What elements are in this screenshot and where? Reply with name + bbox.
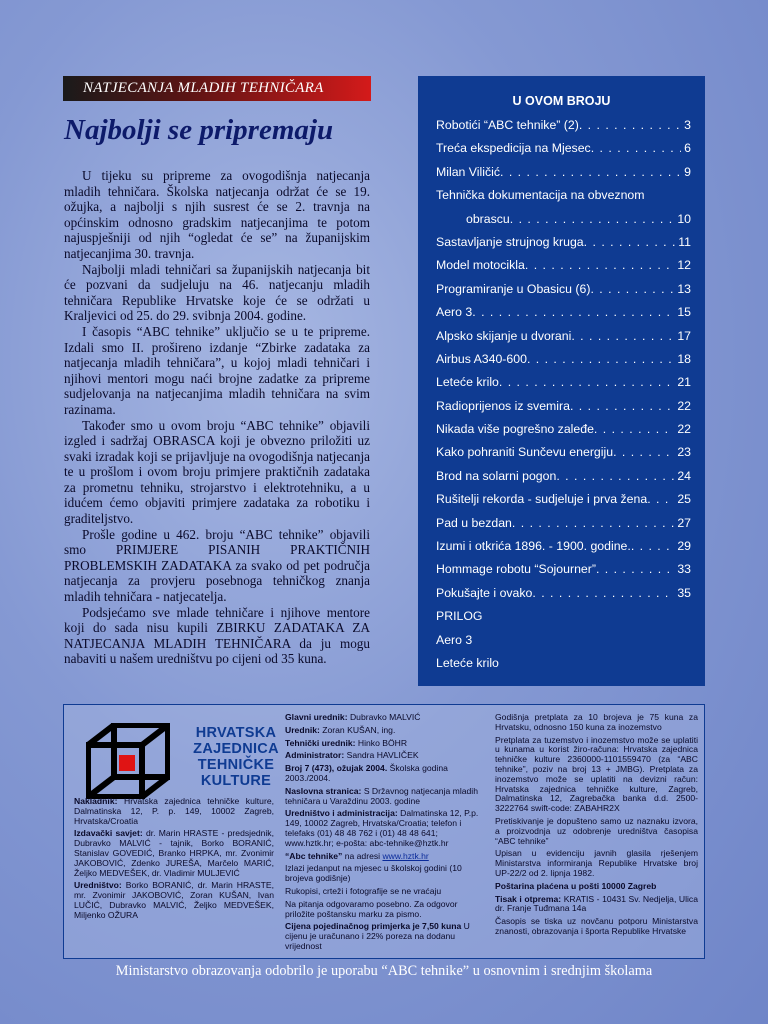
toc-item-page: 18	[677, 351, 691, 366]
imprint-entry	[285, 852, 481, 862]
imprint-entry	[285, 809, 481, 848]
toc-item	[436, 652, 691, 675]
toc-item	[436, 278, 691, 301]
toc-item	[436, 535, 691, 558]
toc-item	[436, 371, 691, 394]
toc-item-page: 35	[677, 585, 691, 600]
imprint-entry	[495, 736, 698, 814]
toc-item	[436, 605, 691, 628]
toc-item-label: Treća ekspedicija na Mjesec	[436, 141, 591, 156]
toc-item-label: Rušitelji rekorda - sudjeluje i prva žena	[436, 492, 648, 507]
toc-item-label: Brod na solarni pogon	[436, 468, 557, 483]
imprint-column-subscription	[495, 713, 698, 940]
imprint-key: Glavni urednik:	[285, 712, 348, 722]
imprint-value: Dubravko MALVIĆ	[349, 712, 421, 722]
imprint-value: Pretplata za tuzemstvo i inozemstvo može se uplatiti u kunama u korist žiro-računa: Hrvatska zajednica tehničke kulture 2360000-1101559470 (za “ABC tehnike”, poziv na broj 13 + JMBG). Pretplata za inozemstvo može se uplatiti na devizni račun: Hrvatska zajednica tehničke kulture, Zagreb, Dalmatinska 12, Zagrebačka banka d.d. 2500-3222764 swift-code: ZABAHR2X	[495, 734, 698, 814]
logo-line: KULTURE	[200, 773, 272, 789]
toc-item-page: 13	[677, 281, 691, 296]
imprint-key: Izdavački savjet:	[74, 828, 143, 839]
imprint-value: dr. Marin HRASTE - predsjednik, Dubravko MALVIĆ - tajnik, Borko BORANIĆ, Stanislav GOVEDIĆ, Branko HRPKA, mr. Zvonimir JAKOBOVIĆ, Zdenko JUREŠA, Marčelo MARIĆ, Željko MEDVEŠEK, dr. Vladimir MULJEVIĆ	[74, 828, 274, 878]
toc-item	[436, 512, 691, 535]
toc-item	[436, 231, 691, 254]
toc-item-label: Programiranje u Obasicu (6)	[436, 281, 591, 296]
toc-title: U OVOM BROJU	[512, 94, 611, 108]
toc-item	[436, 208, 691, 231]
toc-item-page: 33	[677, 562, 691, 577]
toc-item-page: 6	[684, 141, 691, 156]
imprint-value: na adresi	[344, 850, 381, 861]
imprint-value: Borko BORANIĆ, dr. Marin HRASTE, mr. Zvonimir JAKOBOVIĆ, Zoran KUŠAN, Ivan LUČIĆ, Dubravko MALVIĆ, Željko MEDVEŠEK, Miljenko OŽURA	[74, 880, 274, 920]
toc-leader-dots	[570, 395, 674, 418]
toc-item	[436, 629, 691, 652]
imprint-entry	[285, 864, 481, 884]
imprint-key: Uredništvo i administracija:	[285, 808, 398, 819]
toc-leader-dots	[584, 231, 676, 254]
imprint-entry	[495, 895, 698, 915]
toc-item-page: 21	[677, 375, 691, 390]
toc-item-page: 15	[677, 305, 691, 320]
toc-item-label: obrascu	[466, 211, 510, 226]
imprint-entry	[495, 917, 698, 937]
toc-item	[436, 184, 691, 207]
toc-leader-dots	[594, 418, 674, 441]
imprint-entry	[285, 764, 481, 784]
toc-leader-dots	[631, 535, 675, 558]
article-paragraph: Podsjećamo sve mlade tehničare i njihove mentore koji do sada nisu kupili ZBIRKU ZADATAKA ZA NATJECANJA MLADIH TEHNIČARA da ju mogu nabaviti u našem uredništvu po cijeni od 35 kuna.	[64, 604, 370, 667]
website-link[interactable]: www.hztk.hr	[382, 850, 429, 861]
toc-item-page: 22	[677, 422, 691, 437]
toc-leader-dots	[591, 137, 681, 160]
toc-item	[436, 301, 691, 324]
imprint-entry	[495, 882, 698, 892]
toc-leader-dots	[525, 254, 674, 277]
imprint-value: Na pitanja odgovaramo posebno. Za odgovor priložite poštansku marku za pismo.	[285, 898, 458, 919]
imprint-value: Hinko BÖHR	[357, 737, 408, 748]
article-paragraph: Prošle godine u 462. broju “ABC tehnike” objavili smo PRIMJERE PISANIH PRAKTIČNIH PROBLEMSKIH ZADATAKA za svako od pet područja natjecanja za provjeru posebnoga tehničkog znanja mladih tehničara - natjecatelja.	[64, 526, 370, 605]
imprint-key: Uredništvo:	[74, 880, 122, 891]
toc-leader-dots	[527, 348, 674, 371]
toc-leader-dots	[596, 558, 674, 581]
footer-note: Ministarstvo obrazovanja odobrilo je uporabu “ABC tehnike” u osnovnim i srednjim školama	[115, 963, 653, 979]
logo-line: ZAJEDNICA	[193, 741, 279, 757]
imprint-value: Dalmatinska 12, P.p. 149, 10002 Zagreb, Hrvatska/Croatia; telefon i telefaks (01) 48 48 762 i (01) 48 48 641; www.hztk.hr; e-pošta: abc-tehnike@hztk.hr	[285, 808, 479, 848]
toc-item-page: 27	[677, 515, 691, 530]
toc-item	[436, 465, 691, 488]
imprint-entry	[285, 900, 481, 920]
imprint-entry	[285, 922, 481, 951]
imprint-entry	[285, 887, 481, 897]
toc-item-label: Robotići “ABC tehnike” (2)	[436, 118, 579, 132]
imprint-key: Urednik:	[285, 724, 320, 735]
toc-item-label: Tehnička dokumentacija na obveznom	[436, 188, 645, 203]
logo-line: TEHNIČKE	[197, 757, 275, 773]
toc-leader-dots	[579, 114, 681, 137]
toc-item-label: Izumi i otkrića 1896. - 1900. godine.	[436, 539, 631, 554]
toc-leader-dots	[613, 441, 674, 464]
imprint-value: Pretiskivanje je dopušteno samo uz naznaku izvora, a proizvodnja uz odobrenje uredništva časopisa “ABC tehnike”	[495, 815, 698, 846]
imprint-column-editorial	[285, 713, 481, 955]
toc-item-page: 17	[677, 328, 691, 343]
toc-item	[436, 582, 691, 605]
toc-item-label: Nikada više pogrešno zaleđe	[436, 422, 594, 437]
imprint-value: Časopis se tiska uz novčanu potporu Ministarstva znanosti, obrazovanja i športa Republike Hrvatske	[495, 916, 698, 936]
toc-item-page: 22	[677, 398, 691, 413]
toc-item-label: Leteće krilo	[436, 375, 499, 390]
imprint-value: Školska godina 2003./2004.	[285, 763, 448, 783]
imprint-value: Upisan u evidenciju javnih glasila rješenjem Ministarstva informiranja Republike Hrvatske broj UP-22/2 od 2. lipnja 1982.	[495, 848, 698, 878]
toc-item	[436, 488, 691, 511]
imprint-key: Cijena pojedinačnog primjerka je 7,50 kuna	[285, 921, 462, 932]
imprint-key: Naslovna stranica:	[285, 785, 362, 796]
imprint-key: Administrator:	[285, 750, 345, 761]
toc-leader-dots	[590, 278, 674, 301]
toc-item	[436, 395, 691, 418]
toc-item-label: Hommage robotu “Sojourner”	[436, 562, 596, 577]
toc-leader-dots	[571, 325, 674, 348]
section-banner: NATJECANJA MLADIH TEHNIČARA	[63, 76, 371, 101]
toc-leader-dots	[510, 208, 675, 231]
article-paragraph: Najbolji mladi tehničari sa županijskih natjecanja bit će pozvani da sudjeluju na 46. natjecanju mladih tehničara Republike Hrvatske koje će se održati u Kraljevici od 25. do 29. svibnja 2004. godine.	[64, 261, 370, 324]
toc-item	[436, 114, 691, 137]
toc-item-page: 23	[677, 445, 691, 460]
toc-item-label: Pad u bezdan	[436, 515, 512, 530]
imprint-entry	[285, 739, 481, 749]
imprint-entry	[495, 713, 698, 733]
imprint-entry	[285, 751, 481, 761]
toc-item-page: 10	[677, 211, 691, 226]
imprint-entry	[74, 797, 274, 826]
toc-item-page: 25	[677, 492, 691, 507]
article-paragraph: Također smo u ovom broju “ABC tehnike” objavili izgled i sadržaj OBRASCA koji je obvezno priložiti uz svaki izradak koji se prijavljuje na ovogodišnja natjecanja te u prošlom i ovom broju primjere praktičnih zadataka za prometnu tehniku, strojarstvo i elektrotehniku, a u idućem ćemo objaviti primjere zadataka za robotiku i graditeljstvo.	[64, 417, 370, 527]
imprint-key: “Abc tehnike”	[285, 850, 343, 861]
toc-leader-dots	[647, 488, 674, 511]
toc-item-label: Kako pohraniti Sunčevu energiju	[436, 445, 614, 460]
toc-item-label: Pokušajte i ovako	[436, 585, 533, 600]
toc-leader-dots	[500, 161, 681, 184]
imprint-box	[63, 704, 705, 959]
imprint-value: Godišnja pretplata za 10 brojeva je 75 kuna za Hrvatsku, odnosno 150 kuna za inozemstvo	[495, 712, 698, 732]
imprint-entry	[285, 726, 481, 736]
hztk-logo-icon	[86, 723, 170, 799]
toc-item-page: 29	[677, 539, 691, 554]
toc-item-label: Alpsko skijanje u dvorani	[436, 328, 572, 343]
imprint-value: Sandra HAVLIČEK	[346, 750, 419, 761]
toc-item-label: Aero 3	[436, 632, 473, 647]
toc-item	[436, 325, 691, 348]
toc-item-page: 11	[678, 234, 691, 249]
toc-list	[418, 114, 705, 675]
imprint-value: Izlazi jedanput na mjesec u školskoj godini (10 brojeva godišnje)	[285, 863, 462, 884]
article-paragraph: U tijeku su pripreme za ovogodišnja natjecanja mladih tehničara. Školska natjecanja održat će se 19. ožujka, a najbolji s njih susrest će se 2. travnja na općinskim odnosno gradskim natjecanjima te potom najuspješniji od njih “ogledat će se” na županijskim natjecanjima 30. travnja.	[64, 168, 370, 261]
imprint-key: Tisak i otprema:	[495, 893, 562, 904]
toc-item-label: Sastavljanje strujnog kruga	[436, 234, 584, 249]
imprint-column-publisher	[74, 797, 274, 924]
toc-item	[436, 137, 691, 160]
toc-item-label: Airbus A340-600	[436, 351, 527, 366]
imprint-value: U cijenu je uračunano i 22% poreza na dodanu vrijednost	[285, 921, 470, 951]
toc-item-label: Leteće krilo	[436, 655, 499, 670]
logo-line: HRVATSKA	[195, 725, 277, 741]
toc-leader-dots	[512, 512, 674, 535]
toc-leader-dots	[499, 371, 674, 394]
toc-item-page: 9	[684, 164, 691, 179]
toc-item-label: Model motocikla	[436, 258, 525, 273]
article-headline: Najbolji se pripremaju	[64, 114, 334, 146]
article-paragraph: I časopis “ABC tehnike” uključio se u te pripreme. Izdali smo II. prošireno izdanje “Zbirke zadataka za natjecanja mladih tehničara”, u kojoj mladi tehničari i njihovi mentori mogu naći brojne zadatke za pripreme sudjelovanja na natjecanjima mladih tehničara na svim razinama.	[64, 323, 370, 417]
toc-item-label: Radioprijenos iz svemira	[436, 398, 570, 413]
article-body	[64, 168, 370, 667]
toc-item-page: 3	[684, 118, 691, 132]
imprint-value: S Državnog natjecanja mladih tehničara u Varaždinu 2003. godine	[285, 785, 478, 806]
toc-item	[436, 161, 691, 184]
imprint-entry	[74, 881, 274, 920]
toc-item-page: 12	[677, 258, 691, 273]
toc-item-label: Milan Viličić	[436, 164, 501, 179]
imprint-key: Broj 7 (473), ožujak 2004.	[285, 763, 388, 774]
toc-item-label: Aero 3	[436, 305, 473, 320]
hztk-logo-text	[186, 725, 286, 789]
imprint-entry	[285, 787, 481, 807]
imprint-key: Nakladnik:	[74, 796, 118, 806]
imprint-entry	[495, 849, 698, 878]
imprint-key: Poštarina plaćena u pošti 10000 Zagreb	[495, 880, 657, 891]
table-of-contents	[418, 76, 705, 686]
imprint-value: KRATIS - 10431 Sv. Nedjelja, Ulica dr. Franje Tuđmana 14a	[495, 893, 699, 914]
toc-item	[436, 441, 691, 464]
imprint-key: Tehnički urednik:	[285, 737, 356, 748]
toc-item	[436, 254, 691, 277]
toc-leader-dots	[532, 582, 674, 605]
toc-item-page: 24	[677, 468, 691, 483]
imprint-entry	[495, 817, 698, 846]
toc-item	[436, 418, 691, 441]
toc-item	[436, 348, 691, 371]
imprint-entry	[74, 829, 274, 878]
imprint-entry	[285, 713, 481, 723]
toc-item	[436, 558, 691, 581]
toc-item-label: PRILOG	[436, 609, 483, 624]
toc-leader-dots	[556, 465, 674, 488]
toc-leader-dots	[472, 301, 674, 324]
imprint-value: Rukopisi, crteži i fotografije se ne vraćaju	[285, 885, 442, 896]
imprint-value: Zoran KUŠAN, ing.	[322, 724, 396, 735]
imprint-value: Hrvatska zajednica tehničke kulture, Dalmatinska 12, P. p. 149, 10002 Zagreb, Hrvatska/Croatia	[74, 796, 274, 826]
